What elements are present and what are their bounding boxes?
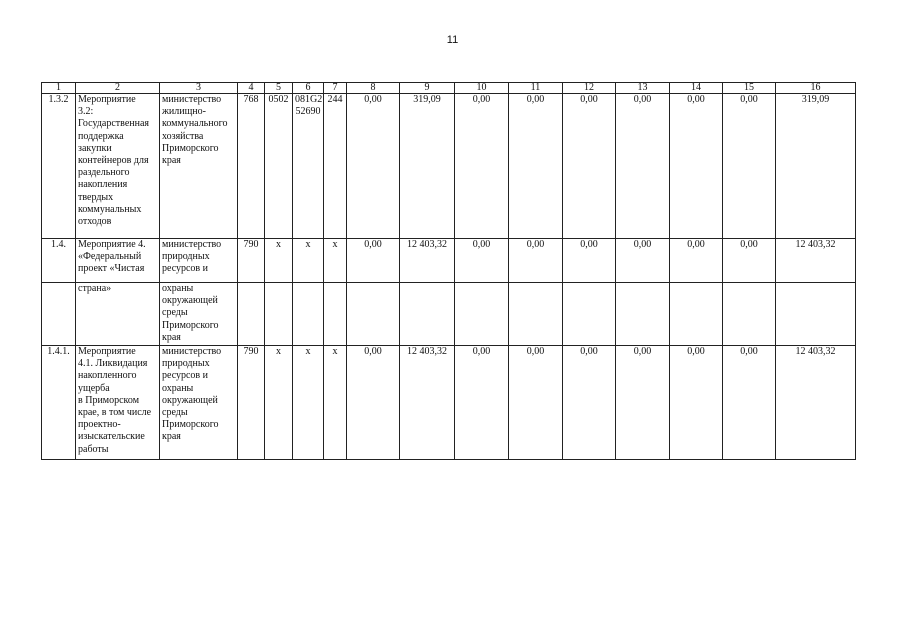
- header-cell: 14: [670, 83, 723, 94]
- section-code: х: [265, 346, 293, 460]
- amount-cell: 319,09: [400, 94, 455, 239]
- amount-cell: [616, 283, 670, 346]
- target-code: [293, 283, 324, 346]
- amount-cell: 0,00: [509, 346, 563, 460]
- amount-cell: [347, 283, 400, 346]
- target-code: х: [293, 346, 324, 460]
- amount-cell: 12 403,32: [400, 239, 455, 283]
- target-code: х: [293, 239, 324, 283]
- activity-name: Мероприятие 4. «Федеральный проект «Чистая: [76, 239, 160, 283]
- header-cell: 4: [238, 83, 265, 94]
- header-cell: 13: [616, 83, 670, 94]
- responsible-body: министерство природных ресурсов и: [160, 239, 238, 283]
- amount-cell: 12 403,32: [400, 346, 455, 460]
- header-cell: 2: [76, 83, 160, 94]
- table-row: [42, 283, 856, 346]
- amount-cell: 0,00: [347, 94, 400, 239]
- grbs-code: 790: [238, 239, 265, 283]
- activity-name: Мероприятие 3.2: Государственная поддержка закупки контейнеров для раздельного накопления твердых коммунальных отходов: [76, 94, 160, 239]
- amount-cell: 0,00: [455, 94, 509, 239]
- header-cell: 6: [293, 83, 324, 94]
- section-code: х: [265, 239, 293, 283]
- header-cell: 1: [42, 83, 76, 94]
- header-cell: 16: [776, 83, 856, 94]
- row-number: 1.4.: [42, 239, 76, 283]
- grbs-code: 790: [238, 346, 265, 460]
- amount-cell: [563, 283, 616, 346]
- expense-type: х: [324, 239, 347, 283]
- amount-cell: 0,00: [347, 239, 400, 283]
- responsible-body: министерство природных ресурсов и охраны окружающей среды Приморского края: [160, 346, 238, 460]
- amount-cell: 0,00: [670, 239, 723, 283]
- header-cell: 3: [160, 83, 238, 94]
- grbs-code: 768: [238, 94, 265, 239]
- amount-cell: [509, 283, 563, 346]
- activity-name: Мероприятие 4.1. Ликвидация накопленного ущерба в Приморском крае, в том числе проектно- изыскательские работы: [76, 346, 160, 460]
- amount-cell: 0,00: [723, 346, 776, 460]
- amount-cell: 0,00: [670, 346, 723, 460]
- budget-table: [41, 82, 856, 460]
- row-number: 1.3.2: [42, 94, 76, 239]
- total-cell: 12 403,32: [776, 346, 856, 460]
- header-cell: 12: [563, 83, 616, 94]
- amount-cell: [670, 283, 723, 346]
- responsible-body: министерство жилищно- коммунального хозяйства Приморского края: [160, 94, 238, 239]
- amount-cell: 0,00: [563, 239, 616, 283]
- amount-cell: 0,00: [616, 239, 670, 283]
- amount-cell: 0,00: [455, 346, 509, 460]
- amount-cell: [455, 283, 509, 346]
- header-cell: 8: [347, 83, 400, 94]
- amount-cell: 0,00: [723, 94, 776, 239]
- expense-type: х: [324, 346, 347, 460]
- table-row: [42, 94, 856, 239]
- expense-type: [324, 283, 347, 346]
- section-code: [265, 283, 293, 346]
- amount-cell: [400, 283, 455, 346]
- activity-name: страна»: [76, 283, 160, 346]
- section-code: 0502: [265, 94, 293, 239]
- amount-cell: 0,00: [723, 239, 776, 283]
- table-row: [42, 239, 856, 283]
- row-number: [42, 283, 76, 346]
- table-row: [42, 346, 856, 460]
- total-cell: 319,09: [776, 94, 856, 239]
- amount-cell: 0,00: [616, 346, 670, 460]
- amount-cell: [723, 283, 776, 346]
- expense-type: 244: [324, 94, 347, 239]
- amount-cell: 0,00: [616, 94, 670, 239]
- header-cell: 10: [455, 83, 509, 94]
- header-cell: 5: [265, 83, 293, 94]
- row-number: 1.4.1.: [42, 346, 76, 460]
- amount-cell: 0,00: [347, 346, 400, 460]
- amount-cell: 0,00: [670, 94, 723, 239]
- amount-cell: 0,00: [509, 239, 563, 283]
- grbs-code: [238, 283, 265, 346]
- amount-cell: 0,00: [455, 239, 509, 283]
- header-cell: 15: [723, 83, 776, 94]
- header-row: [42, 83, 856, 94]
- total-cell: 12 403,32: [776, 239, 856, 283]
- page-number: 11: [446, 34, 459, 46]
- amount-cell: 0,00: [563, 94, 616, 239]
- amount-cell: 0,00: [563, 346, 616, 460]
- target-code: 081G2 52690: [293, 94, 324, 239]
- header-cell: 9: [400, 83, 455, 94]
- header-cell: 7: [324, 83, 347, 94]
- total-cell: [776, 283, 856, 346]
- responsible-body: охраны окружающей среды Приморского края: [160, 283, 238, 346]
- header-cell: 11: [509, 83, 563, 94]
- amount-cell: 0,00: [509, 94, 563, 239]
